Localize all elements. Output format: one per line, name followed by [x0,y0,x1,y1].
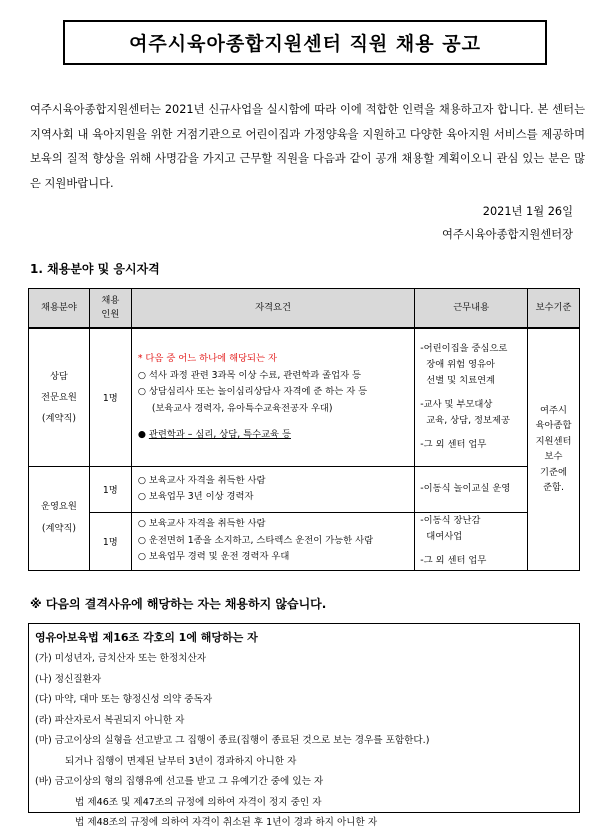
table-row [29,328,580,466]
salary-line: 여주시 [540,404,567,416]
header-salary: 보수기준 [528,289,580,329]
field-line: 상담 [49,370,68,382]
disqualification-item: (나) 정신질환자 [35,673,102,685]
salary-standard [528,328,580,570]
qualification-item: ○ 석사 과정 관련 3과목 이상 수료, 관련학과 졸업자 등 [137,369,362,381]
bullet-icon: ● [137,429,149,440]
header-count-line2: 인원 [101,309,120,320]
qualification-item: ○ 보육교사 자격을 취득한 사람 [137,518,266,530]
section-heading-recruitment: 1. 채용분야 및 응시자격 [30,262,160,276]
qualification-item: ○ 운전면허 1종을 소지하고, 스타렉스 운전이 가능한 사람 [137,534,374,546]
table-row [29,512,580,570]
disqualification-item: (마) 금고이상의 실형을 선고받고 그 집행이 종료(집행이 종료된 것으로 보는 경우를 포함한다.) [35,735,430,746]
duties-operator-1 [415,466,528,512]
field-counselor [29,328,90,466]
header-qualification: 자격요건 [131,289,414,329]
duty-line: -이동식 놀이교실 운영 [420,483,511,494]
table-row [29,466,580,512]
qualification-item: ○ 보육업무 경력 및 운전 경력자 우대 [137,551,290,563]
disqualification-box [28,623,580,828]
disqualification-item: (라) 파산자로서 복권되지 아니한 자 [35,714,185,726]
salary-line: 준함. [543,482,564,494]
duty-line: 선별 및 치료연계 [426,375,496,387]
announcement-signer: 여주시육아종합지원센터장 [442,228,573,241]
salary-line: 육아종합 [535,420,572,432]
field-operator [29,466,90,570]
qualification-item: ○ 보육교사 자격을 취득한 사람 [137,474,266,486]
table-header-row [29,289,580,329]
duty-line: -교사 및 부모대상 [420,399,493,411]
disqualification-item-continued: 되거나 집행이 면제된 날부터 3년이 경과하지 아니한 자 [65,755,297,767]
qualification-item: ○ 상담심리사 또는 놀이심리상담사 자격에 준 하는 자 등 [137,386,368,397]
duty-line: -그 외 센터 업무 [420,555,487,566]
count-operator-1: 1명 [89,466,131,512]
field-line: 전문요원 [40,391,77,403]
header-duties: 근무내용 [415,289,528,329]
salary-line: 기준에 [540,466,567,478]
qualification-item: (보육교사 경력자, 유아특수교육전공자 우대) [151,402,333,414]
related-majors-text: 관련학과 – 심리, 상담, 특수교육 등 [148,429,291,440]
field-line: (계약직) [41,523,77,534]
header-count-line1: 채용 [101,295,120,306]
count-operator-2: 1명 [89,512,131,570]
page-title: 여주시육아종합지원센터 직원 채용 공고 [63,20,547,65]
duty-line: 교육, 상담, 정보제공 [426,415,510,427]
disqualification-item: (바) 금고이상의 형의 집행유예 선고를 받고 그 유예기간 중에 있는 자 [35,776,324,787]
header-count [89,289,131,329]
duty-line: -어린이집을 중심으로 [420,343,508,355]
disqualification-item: (다) 마약, 대마 또는 향정신성 의약 중독자 [35,694,213,705]
recruitment-table [28,288,580,571]
qualification-counselor [131,328,414,466]
duty-line: -이동식 장난감 [420,515,481,526]
section-heading-disqualification: ※ 다음의 결격사유에 해당하는 자는 채용하지 않습니다. [30,597,327,611]
qualification-operator-1 [131,466,414,512]
disqualification-item: (가) 미성년자, 금치산자 또는 한정치산자 [35,653,207,664]
duties-operator-2 [415,512,528,570]
count-counselor: 1명 [89,328,131,466]
disqualification-item-continued: 법 제48조의 규정에 의하여 자격이 취소된 후 1년이 경과 하지 아니한 자 [75,817,378,828]
duty-line: 대여사업 [426,531,463,542]
disqualification-item-continued: 법 제46조 및 제47조의 규정에 의하여 자격이 정지 중인 자 [75,796,322,808]
duty-line: 장애 위험 영유아 [426,359,496,371]
qualification-operator-2 [131,512,414,570]
intro-paragraph: 여주시육아종합지원센터는 2021년 신규사업을 실시함에 따라 이에 적합한 인력을 채용하고자 합니다. 본 센터는 지역사회 내 육아지원을 위한 거점기관으로 어린이집과 가정양육을 지원하고 다양한 육아지원 서비스를 제공하며 보육의 질적 향상을 위해 사명감을 가지고 근무할 직원을 다음과 같이 공개 채용할 계획이오니 관심 있는 분은 많은 지원바랍니다. [30,103,585,190]
header-field: 채용분야 [29,289,90,329]
announcement-date: 2021년 1월 26일 [482,205,573,218]
salary-line: 지원센터 [535,435,572,447]
qualification-note: * 다음 중 어느 하나에 해당되는 자 [137,353,277,364]
field-line: (계약직) [41,412,77,424]
qualification-item: ○ 보육업무 3년 이상 경력자 [137,491,254,502]
disqualification-title: 영유아보육법 제16조 각호의 1에 해당하는 자 [35,631,258,644]
qualification-related-majors [138,427,408,444]
duties-counselor [415,328,528,466]
field-line: 운영요원 [40,501,77,512]
duty-line: -그 외 센터 업무 [420,439,487,451]
salary-line: 보수 [544,451,563,463]
